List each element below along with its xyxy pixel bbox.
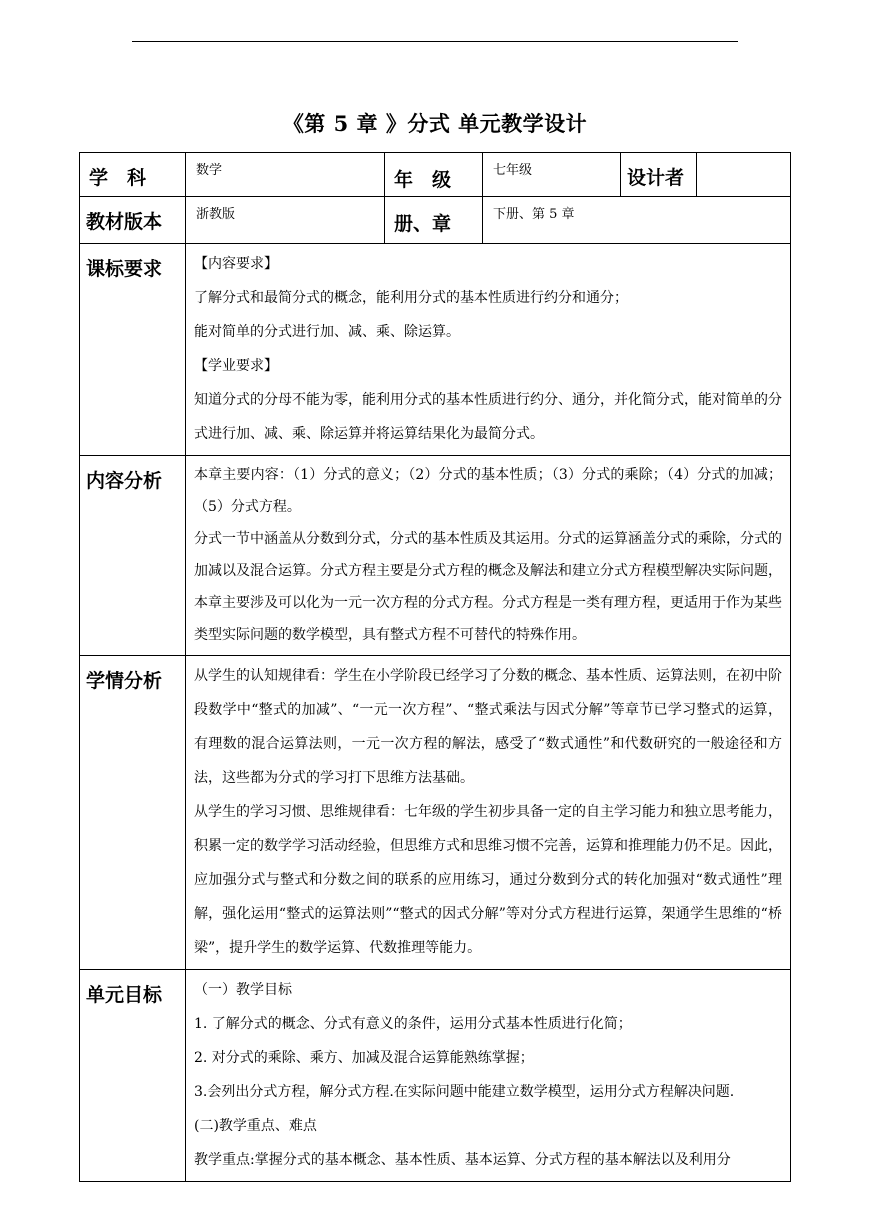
- content-analysis: [186, 456, 791, 656]
- students-label: 学情分析: [80, 656, 186, 970]
- content-line: 本章主要内容：（1）分式的意义；（2）分式的基本性质；（3）分式的乘除；（4）分式的加减；（5）分式方程。: [194, 467, 782, 515]
- designer-label: 设计者: [621, 153, 697, 197]
- standards-line: 【学业要求】: [194, 358, 278, 374]
- edition-value: 浙教版: [186, 197, 385, 244]
- subject-label: 学 科: [80, 153, 186, 197]
- goals-content: [186, 970, 791, 1182]
- content-label: 内容分析: [80, 456, 186, 656]
- content-row: [80, 456, 791, 656]
- standards-line: 了解分式和最简分式的概念，能利用分式的基本性质进行约分和通分；: [194, 290, 628, 306]
- goals-line: 2. 对分式的乘除、乘方、加减及混合运算能熟练掌握；: [194, 1050, 534, 1066]
- goals-row: [80, 970, 791, 1182]
- students-line: 从学生的学习习惯、思维规律看：七年级的学生初步具备一定的自主学习能力和独立思考能力，积累一定的数学学习活动经验，但思维方式和思维习惯不完善，运算和推理能力仍不足。因此，应加强分式与整式和分数之间的联系的应用练习，通过分数到分式的转化加强对“数式通性”理解，强化运用“整式的运算法则”“整式的因式分解”等对分式方程进行运算，架通学生思维的“桥梁”，提升学生的数学运算、代数推理等能力。: [194, 804, 782, 956]
- standards-line: 【内容要求】: [194, 256, 278, 272]
- standards-label: 课标要求: [80, 244, 186, 456]
- goals-line: 3.会列出分式方程，解分式方程.在实际问题中能建立数学模型，运用分式方程解决问题.: [194, 1084, 735, 1100]
- students-row: [80, 656, 791, 970]
- chapter-value: 下册、第 5 章: [483, 197, 791, 244]
- info-row-1: [80, 153, 791, 197]
- grade-label: 年 级: [385, 153, 483, 197]
- goals-line: 教学重点:掌握分式的基本概念、基本性质、基本运算、分式方程的基本解法以及利用分: [194, 1152, 731, 1168]
- goals-line: 1. 了解分式的概念、分式有意义的条件，运用分式基本性质进行化简；: [194, 1016, 632, 1032]
- goals-line: (二)教学重点、难点: [194, 1118, 317, 1134]
- standards-line: 能对简单的分式进行加、减、乘、除运算。: [194, 324, 460, 340]
- standards-content: [186, 244, 791, 456]
- students-analysis: [186, 656, 791, 970]
- document-title: 《第 5 章 》分式 单元教学设计: [282, 111, 588, 136]
- designer-value: [697, 153, 791, 197]
- standards-row: [80, 244, 791, 456]
- edition-label: 教材版本: [80, 197, 186, 244]
- grade-value: 七年级: [483, 153, 621, 197]
- chapter-label: 册、章: [385, 197, 483, 244]
- header-rule: [132, 41, 738, 42]
- standards-line: 知道分式的分母不能为零，能利用分式的基本性质进行约分、通分，并化简分式，能对简单的分式进行加、减、乘、除运算并将运算结果化为最简分式。: [194, 392, 782, 442]
- info-row-2: [80, 197, 791, 244]
- subject-value: 数学: [186, 153, 385, 197]
- goals-label: 单元目标: [80, 970, 186, 1182]
- content-line: 分式一节中涵盖从分数到分式，分式的基本性质及其运用。分式的运算涵盖分式的乘除，分式的加减以及混合运算。分式方程主要是分式方程的概念及解法和建立分式方程模型解决实际问题，本章主要涉及可以化为一元一次方程的分式方程。分式方程是一类有理方程，更适用于作为某些类型实际问题的数学模型，具有整式方程不可替代的特殊作用。: [194, 531, 782, 643]
- students-line: 从学生的认知规律看：学生在小学阶段已经学习了分数的概念、基本性质、运算法则，在初中阶段数学中“整式的加减”、“一元一次方程”、“整式乘法与因式分解”等章节已学习整式的运算，有理数的混合运算法则，一元一次方程的解法，感受了“数式通性”和代数研究的一般途径和方法，这些都为分式的学习打下思维方法基础。: [194, 668, 782, 786]
- goals-line: （一）教学目标: [194, 982, 292, 998]
- lesson-plan-table: [79, 152, 791, 1182]
